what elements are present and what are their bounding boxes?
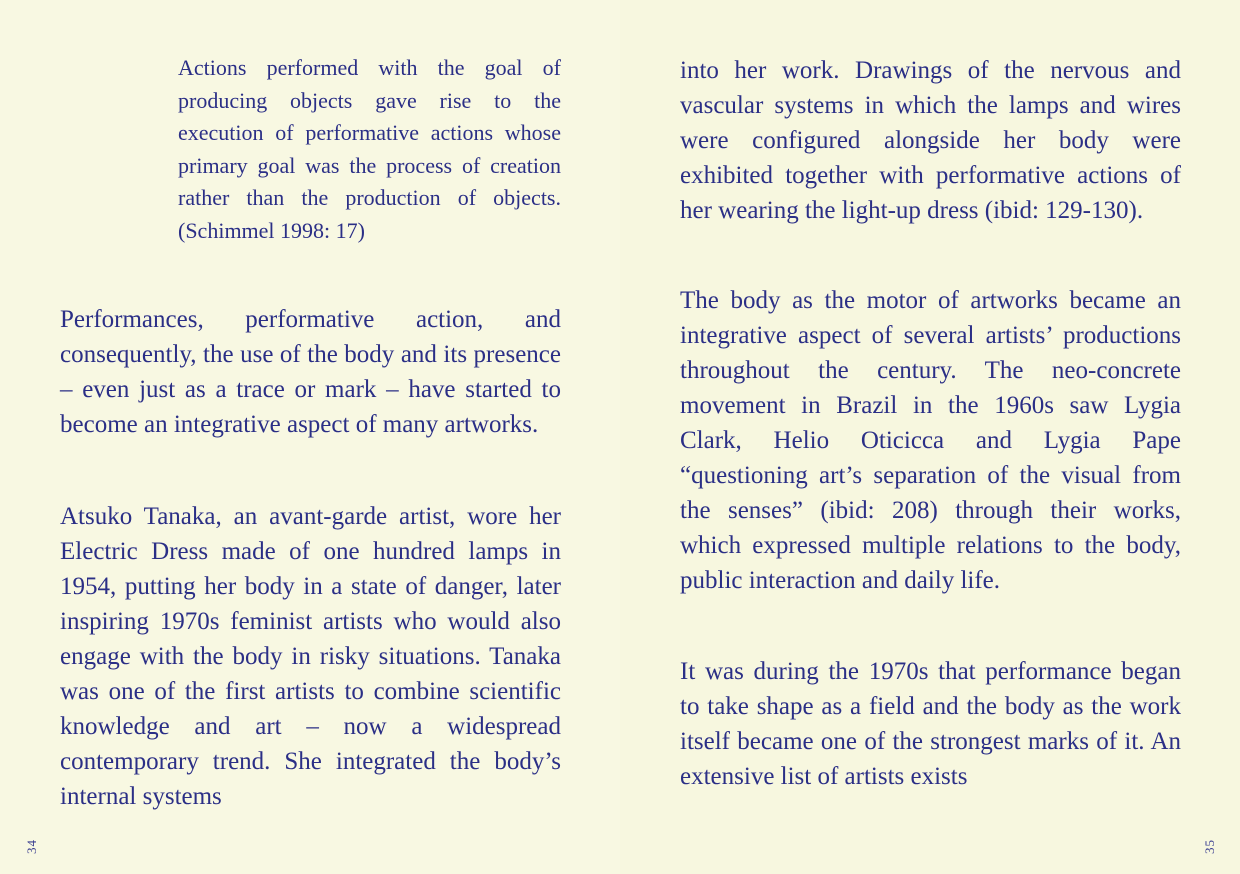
block-quote: Actions performed with the goal of producing objects gave rise to the execution of performative actions whose primary goal was the process of creation rather than the production of objects. (Schimmel 1998: 17) [178,55,561,243]
body-paragraph: It was during the 1970s that performance began to take shape as a field and the body as the work itself became one of the strongest marks of it. An extensive list of artists exists [680,658,1181,790]
body-paragraph: The body as the motor of artworks became an integrative aspect of several artists’ productions throughout the century. The neo-concrete movement in Brazil in the 1960s saw Lygia Clark, Helio Oticicca and Lygia Pape “questioning art’s separation of the visual from the senses” (ibid: 208) through their works, which expressed multiple relations to the body, public interaction and daily life. [680,287,1181,594]
body-paragraph: Atsuko Tanaka, an avant-garde artist, wore her Electric Dress made of one hundred lamps in 1954, putting her body in a state of danger, later inspiring 1970s feminist artists who would also engage with the body in risky situations. Tanaka was one of the first artists to combine scientific knowledge and art – now a widespread contemporary trend. She integrated the body’s internal systems [60,503,561,810]
body-paragraph: into her work. Drawings of the nervous and vascular systems in which the lamps and wires were configured alongside her body were exhibited together with performative actions of her wearing the light-up dress (ibid: 129-130). [680,57,1181,224]
page-number: 35 [1202,839,1217,854]
right-page [620,0,1240,874]
body-paragraph: Performances, performative action, and consequently, the use of the body and its presence – even just as a trace or mark – have started to become an integrative aspect of many artworks. [60,306,561,438]
page-number: 34 [24,839,39,854]
